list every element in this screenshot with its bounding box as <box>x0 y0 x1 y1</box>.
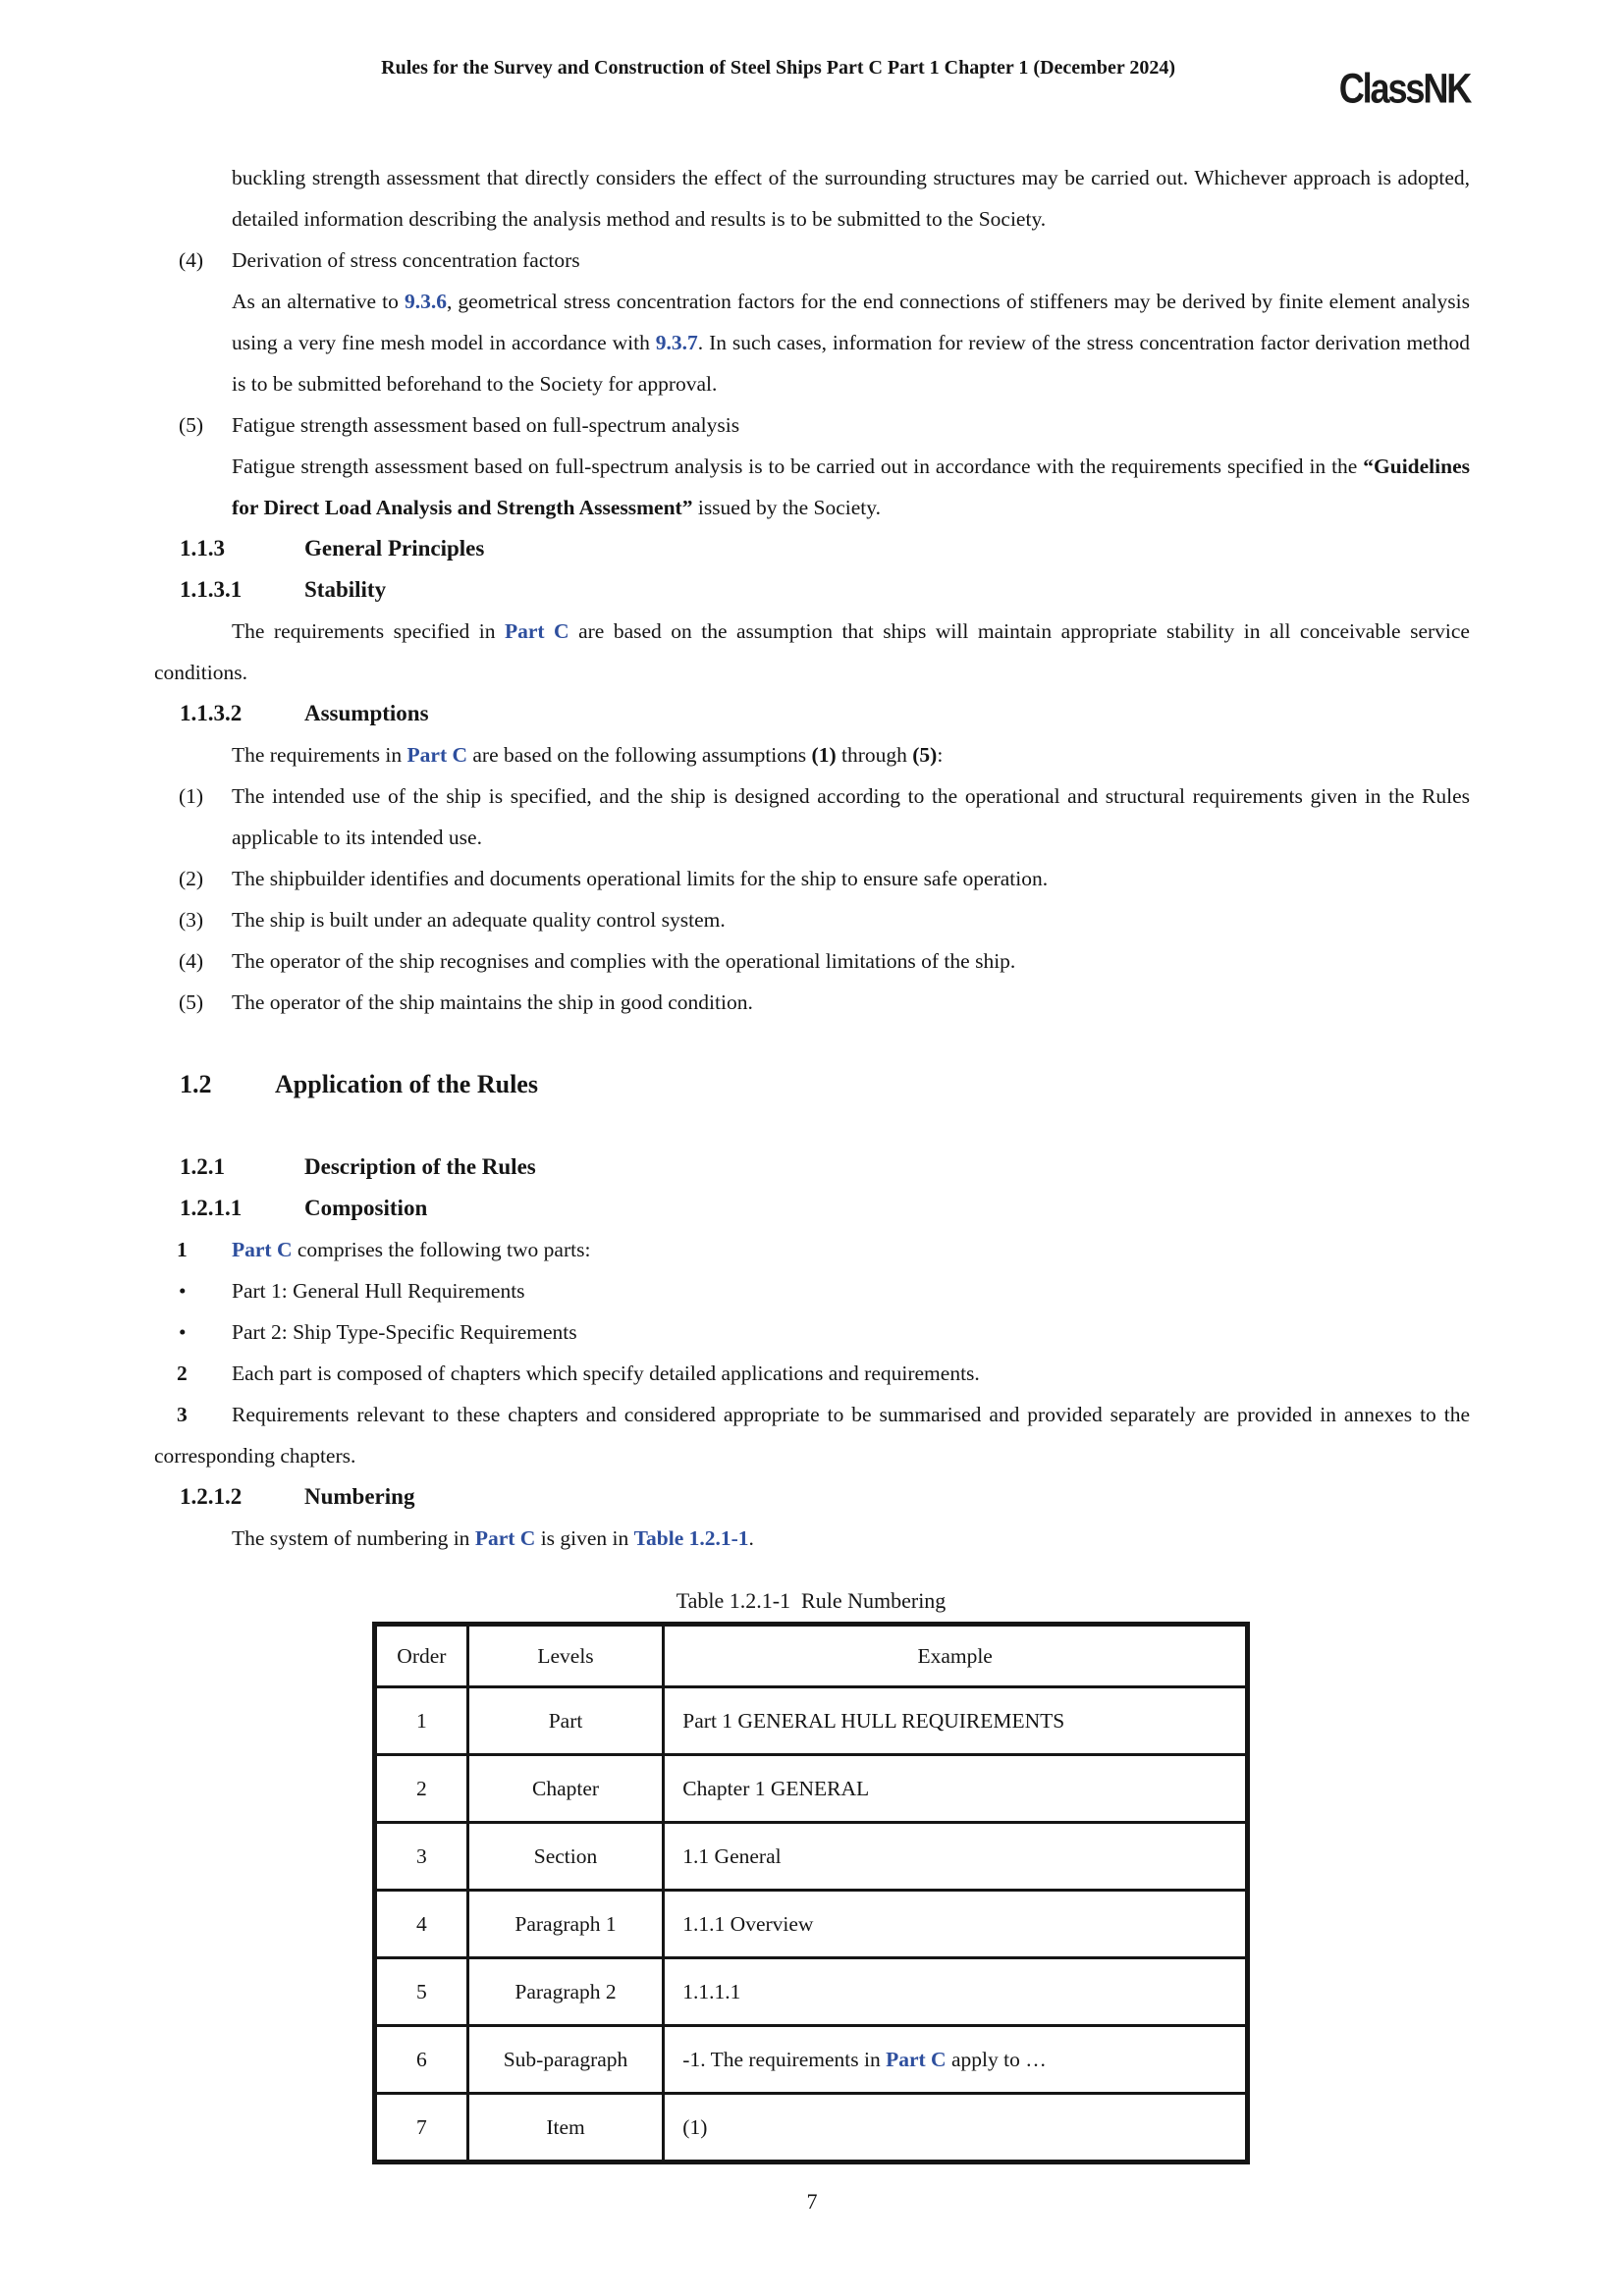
text-run: comprises the following two parts: <box>292 1238 591 1261</box>
cross-reference-link[interactable]: 9.3.6 <box>404 290 447 313</box>
heading-title: Numbering <box>304 1484 415 1509</box>
list-marker: (1) <box>179 784 204 808</box>
cell-example <box>664 1891 1248 1958</box>
text-run: Fatigue strength assessment based on full-spectrum analysis <box>232 413 740 437</box>
text-run: The system of numbering in <box>232 1526 475 1550</box>
column-header-levels: Levels <box>467 1625 664 1687</box>
list-item-text <box>232 784 1470 849</box>
text-run: -1. The requirements in <box>682 2048 887 2071</box>
cell-level: Item <box>467 2094 664 2163</box>
column-header-order: Order <box>375 1625 468 1687</box>
cell-example <box>664 2026 1248 2094</box>
table-row <box>375 1958 1248 2026</box>
list-item-text <box>232 949 1015 973</box>
running-header-title: Rules for the Survey and Construction of Steel Ships Part C Part 1 Chapter 1 (December 2024) <box>381 57 1175 79</box>
bullet-marker: • <box>179 1320 187 1344</box>
list-item-5-fatigue <box>154 404 1470 446</box>
table-row <box>375 2026 1248 2094</box>
list-marker: (4) <box>179 949 204 973</box>
text-run: Part 1 GENERAL HULL REQUIREMENTS <box>682 1709 1065 1733</box>
paragraph-stability <box>154 611 1470 693</box>
column-header-example: Example <box>664 1625 1248 1687</box>
cell-level: Part <box>467 1687 664 1755</box>
list-item-text <box>232 248 580 272</box>
paragraph-text <box>232 1238 590 1261</box>
heading-number: 1.2.1 <box>180 1154 225 1179</box>
cell-order: 1 <box>375 1687 468 1755</box>
cell-order: 5 <box>375 1958 468 2026</box>
cell-level: Sub-paragraph <box>467 2026 664 2094</box>
paragraph-alternative-936 <box>232 281 1470 404</box>
page-header <box>154 47 1470 116</box>
bullet-item-part1 <box>154 1270 1470 1311</box>
heading-title: Description of the Rules <box>304 1154 536 1179</box>
text-run: “Guidelines for Direct Load Analysis and Strength Assessment” <box>232 454 1470 519</box>
heading-number: 1.2.1.2 <box>180 1484 243 1509</box>
heading-title: Application of the Rules <box>275 1070 538 1098</box>
text-run: The requirements specified in <box>232 619 505 643</box>
text-run: are based on the following assumptions <box>467 743 812 767</box>
text-run: Chapter 1 GENERAL <box>682 1777 870 1800</box>
heading-1-1-3 <box>154 528 1470 569</box>
paragraph-numbering-system <box>154 1518 1470 1559</box>
table-row <box>375 2094 1248 2163</box>
cross-reference-link[interactable]: Part C <box>232 1238 293 1261</box>
text-run: . In such cases, information for review of the stress concentration factor derivation method is to be submitted beforehand to the Society for approval. <box>232 331 1470 396</box>
text-run: The operator of the ship maintains the ship in good condition. <box>232 990 753 1014</box>
list-item-text <box>232 990 753 1014</box>
classnk-logo: ClassNK <box>1338 64 1470 112</box>
list-item-text <box>232 1320 577 1344</box>
list-item-4-derivation <box>154 240 1470 281</box>
paragraph-text <box>154 1403 1470 1468</box>
paragraph-text <box>232 1362 980 1385</box>
heading-1-2-1 <box>154 1147 1470 1188</box>
list-marker: (2) <box>179 867 204 890</box>
cell-level: Section <box>467 1823 664 1891</box>
text-run: issued by the Society. <box>692 496 881 519</box>
table-row <box>375 1891 1248 1958</box>
text-run: Part 1: General Hull Requirements <box>232 1279 525 1303</box>
text-run: The requirements in <box>232 743 407 767</box>
table-header-row <box>375 1625 1248 1687</box>
heading-number: 1.1.3.2 <box>180 701 243 725</box>
text-run: (1) <box>682 2115 708 2139</box>
list-item-text <box>232 413 739 437</box>
assumption-item-5 <box>154 982 1470 1023</box>
text-run: , geometrical stress concentration factors for the end connections of stiffeners may be derived by finite element analysis using a very fine mesh model in accordance with <box>232 290 1470 354</box>
text-run: : <box>937 743 944 767</box>
table-row <box>375 1755 1248 1823</box>
cell-level: Paragraph 1 <box>467 1891 664 1958</box>
heading-1-1-3-1 <box>154 569 1470 611</box>
table-caption: Table 1.2.1-1 Rule Numbering <box>676 1588 947 1613</box>
numbered-paragraph-3 <box>154 1394 1470 1476</box>
table-row <box>375 1687 1248 1755</box>
cell-order: 3 <box>375 1823 468 1891</box>
list-item-text <box>232 908 726 932</box>
text-run: As an alternative to <box>232 290 405 313</box>
cell-order: 7 <box>375 2094 468 2163</box>
cell-level: Chapter <box>467 1755 664 1823</box>
text-run: Requirements relevant to these chapters and considered appropriate to be summarised and provided separately are provided in annexes to the corresponding chapters. <box>154 1403 1470 1468</box>
cell-example <box>664 1823 1248 1891</box>
cell-example <box>664 1958 1248 2026</box>
text-run: 1.1.1 Overview <box>682 1912 814 1936</box>
heading-title: Assumptions <box>304 701 429 725</box>
heading-1-1-3-2 <box>154 693 1470 734</box>
list-item-text <box>232 1279 525 1303</box>
rule-numbering-table-block <box>154 1586 1470 2164</box>
heading-number: 1.2.1.1 <box>180 1196 243 1220</box>
list-marker: (5) <box>179 413 204 437</box>
text-run: The operator of the ship recognises and complies with the operational limitations of the ship. <box>232 949 1016 973</box>
page-body <box>154 157 1470 2164</box>
paragraph-buckling-continuation <box>232 157 1470 240</box>
cell-example <box>664 1687 1248 1755</box>
heading-1-2 <box>154 1064 1470 1105</box>
text-run: The intended use of the ship is specified, and the ship is designed according to the operational and structural requirements given in the Rules applicable to its intended use. <box>232 784 1470 849</box>
heading-1-2-1-2 <box>154 1476 1470 1518</box>
list-marker: (4) <box>179 248 204 272</box>
table-row <box>375 1823 1248 1891</box>
text-run: buckling strength assessment that directly considers the effect of the surrounding structures may be carried out. Whichever approach is adopted, detailed information describing the analysis method and results is to be submitted to the Society. <box>232 166 1470 231</box>
numbered-paragraph-1 <box>154 1229 1470 1270</box>
cell-example <box>664 1755 1248 1823</box>
cross-reference-link[interactable]: Part C <box>474 1526 536 1550</box>
heading-1-2-1-1 <box>154 1188 1470 1229</box>
assumption-item-3 <box>154 899 1470 940</box>
cell-order: 2 <box>375 1755 468 1823</box>
text-run: (5) <box>912 743 938 767</box>
cross-reference-link[interactable]: Part C <box>406 743 468 767</box>
cell-example <box>664 2094 1248 2163</box>
text-run: Each part is composed of chapters which specify detailed applications and requirements. <box>232 1362 980 1385</box>
text-run: The shipbuilder identifies and documents operational limits for the ship to ensure safe operation. <box>232 867 1049 890</box>
cell-order: 4 <box>375 1891 468 1958</box>
cross-reference-link[interactable]: Table 1.2.1-1 <box>633 1526 749 1550</box>
cell-order: 6 <box>375 2026 468 2094</box>
heading-title: Stability <box>304 577 387 602</box>
heading-number: 1.1.3.1 <box>180 577 243 602</box>
heading-title: Composition <box>304 1196 428 1220</box>
list-marker: (5) <box>179 990 204 1014</box>
text-run: 1.1 General <box>682 1844 782 1868</box>
heading-number: 1.1.3 <box>180 536 225 561</box>
list-marker: (3) <box>179 908 204 932</box>
cell-level: Paragraph 2 <box>467 1958 664 2026</box>
paragraph-fatigue-guidelines <box>232 446 1470 528</box>
bullet-item-part2 <box>154 1311 1470 1353</box>
text-run: Fatigue strength assessment based on full-spectrum analysis is to be carried out in accordance with the requirements specified in the <box>232 454 1364 478</box>
paragraph-number: 1 <box>177 1238 188 1261</box>
text-run: (1) <box>811 743 837 767</box>
list-item-text <box>232 867 1048 890</box>
heading-title: General Principles <box>304 536 485 561</box>
paragraph-number: 3 <box>177 1403 188 1426</box>
assumption-item-4 <box>154 940 1470 982</box>
text-run: . <box>748 1526 754 1550</box>
cross-reference-link[interactable]: 9.3.7 <box>655 331 698 354</box>
cross-reference-link[interactable]: Part C <box>886 2048 947 2071</box>
cross-reference-link[interactable]: Part C <box>504 619 569 643</box>
text-run: The ship is built under an adequate quality control system. <box>232 908 726 932</box>
heading-number: 1.2 <box>180 1070 212 1098</box>
bullet-marker: • <box>179 1279 187 1303</box>
page-number: 7 <box>806 2189 818 2214</box>
assumption-item-2 <box>154 858 1470 899</box>
text-run: apply to … <box>946 2048 1047 2071</box>
paragraph-assumptions-intro <box>154 734 1470 775</box>
text-run: are based on the assumption that ships will maintain appropriate stability in all conceivable service conditions. <box>154 619 1470 684</box>
text-run: 1.1.1.1 <box>682 1980 741 2003</box>
text-run: is given in <box>535 1526 634 1550</box>
rule-numbering-table <box>372 1622 1250 2164</box>
paragraph-number: 2 <box>177 1362 188 1385</box>
numbered-paragraph-2 <box>154 1353 1470 1394</box>
text-run: through <box>836 743 913 767</box>
assumption-item-1 <box>154 775 1470 858</box>
text-run: Part 2: Ship Type-Specific Requirements <box>232 1320 577 1344</box>
text-run: Derivation of stress concentration factors <box>232 248 580 272</box>
